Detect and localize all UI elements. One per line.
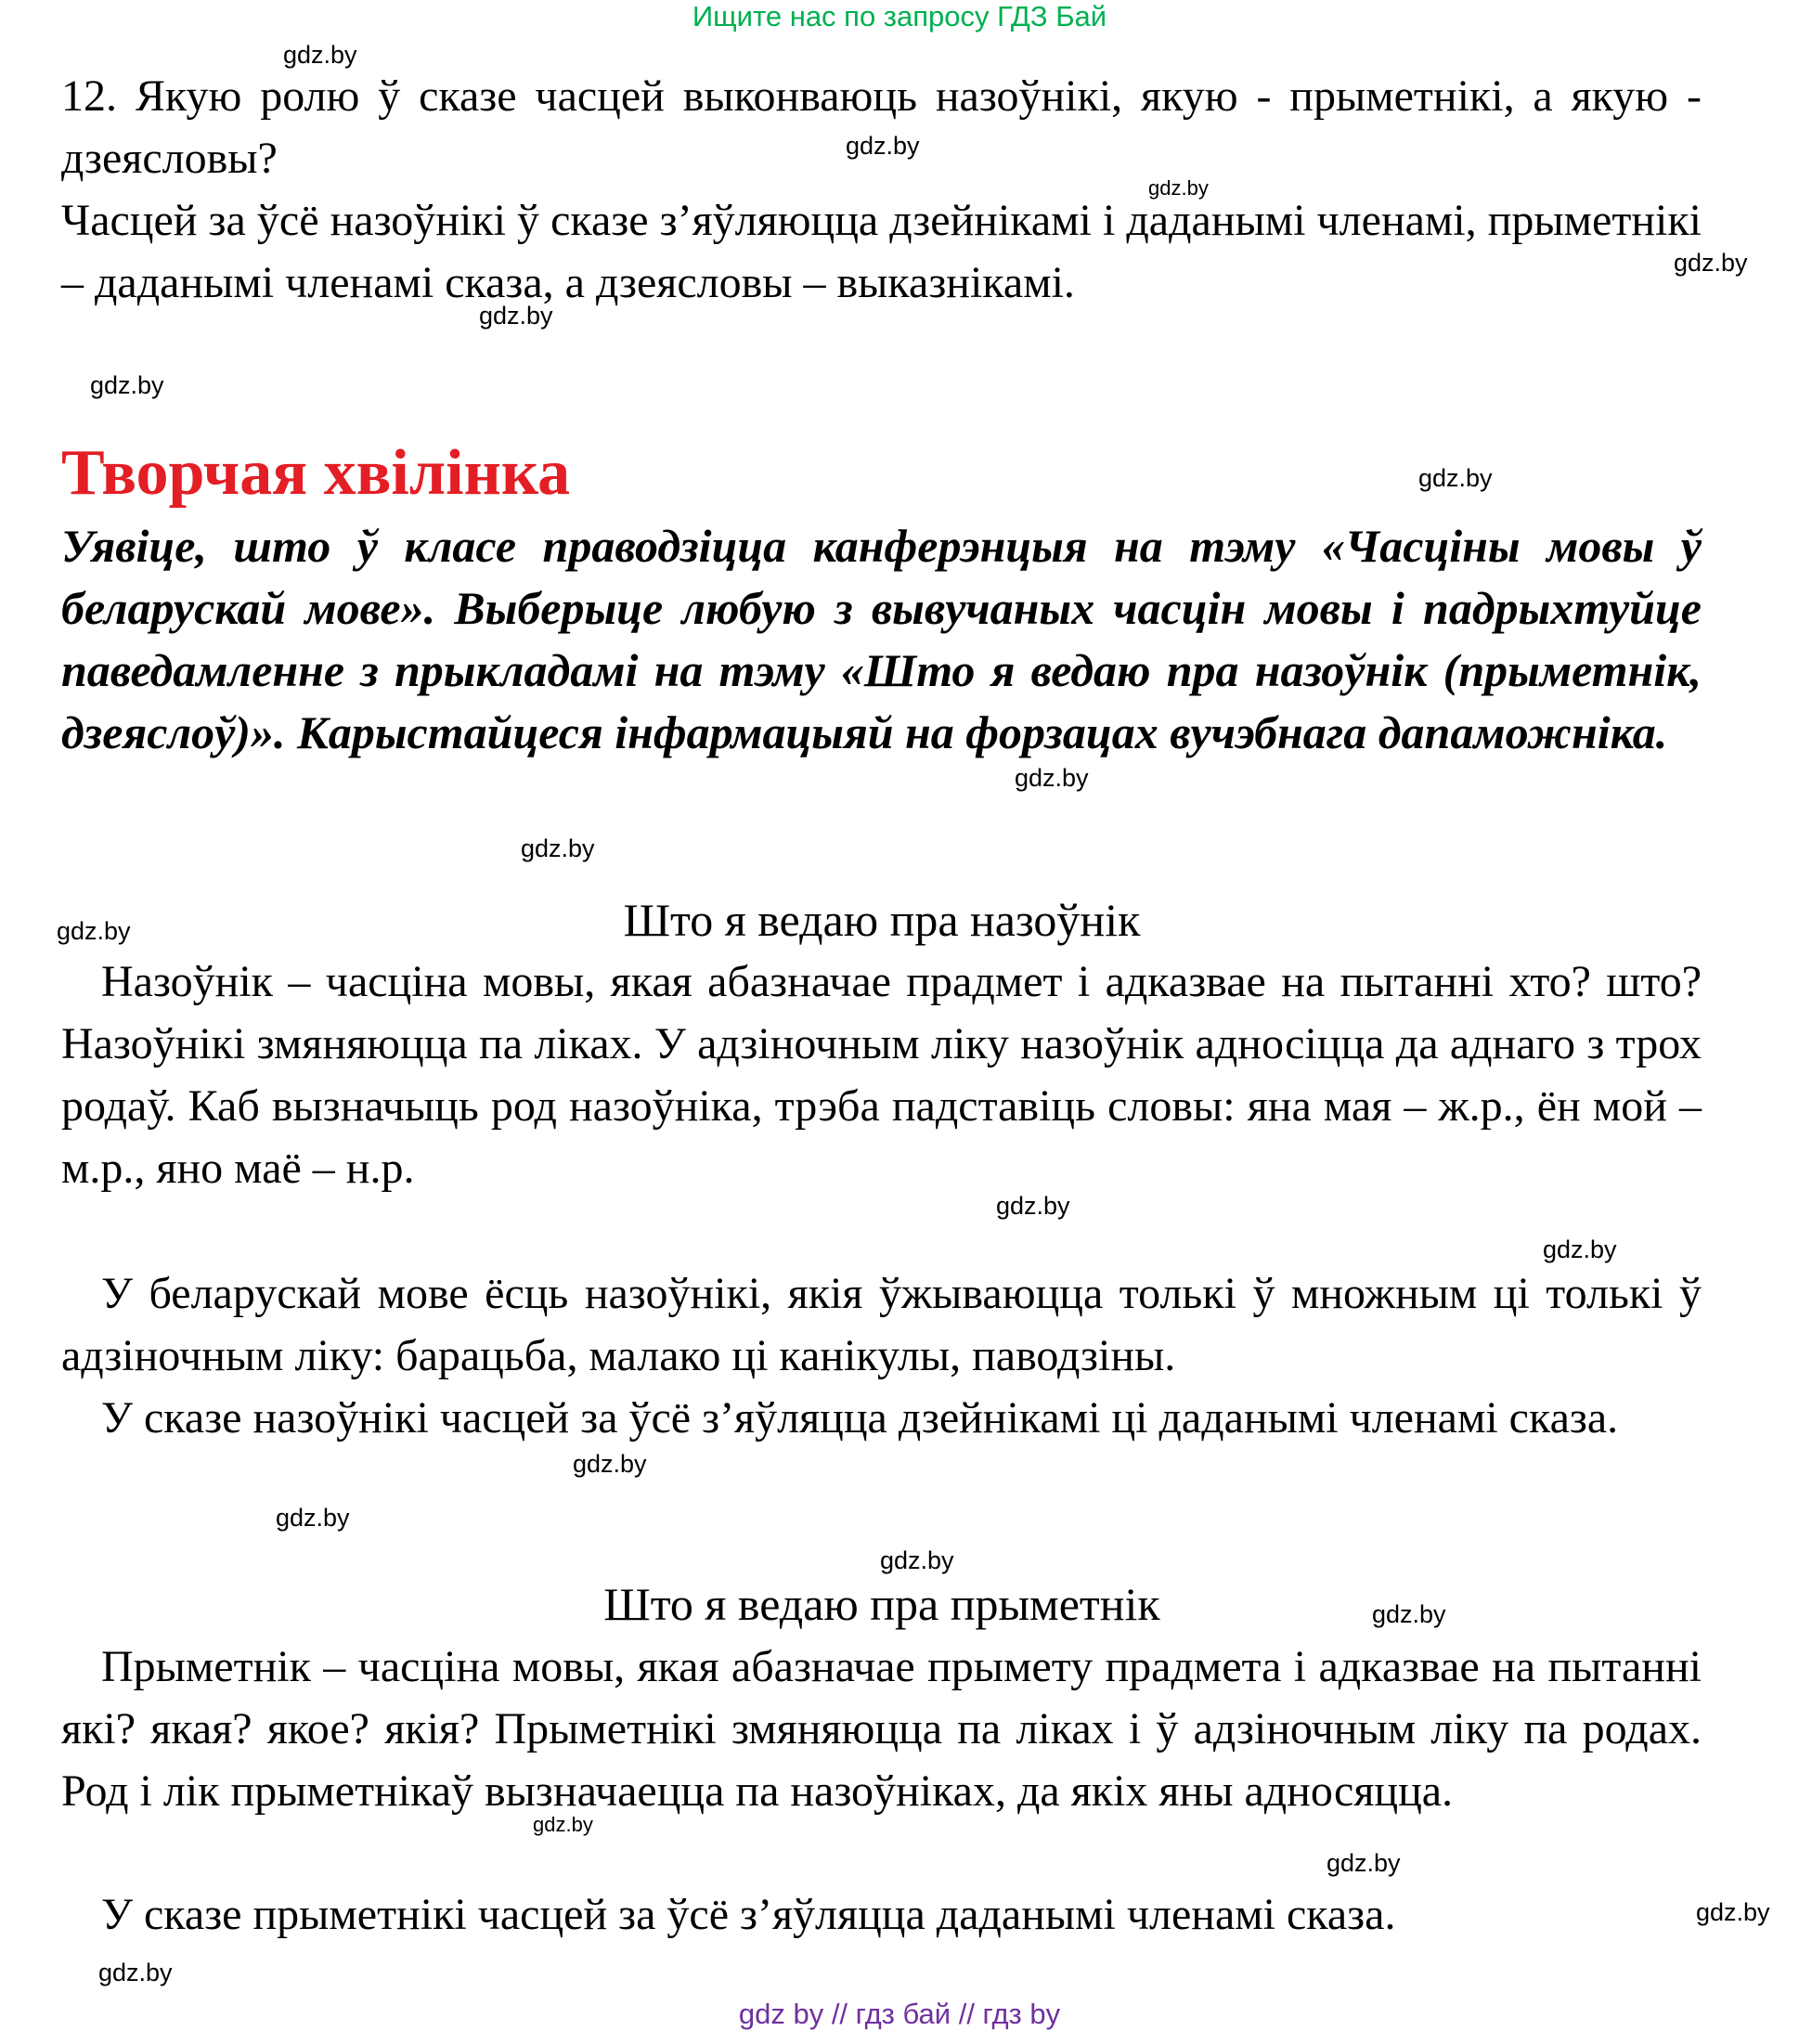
watermark: gdz.by [1543,1235,1617,1263]
watermark: gdz.by [1015,764,1089,792]
watermark: gdz.by [1148,176,1209,200]
noun-paragraph-2: У беларускай мове ёсць назоўнікі, якія ўжываюцца толькі ў множным ці толькі ў адзіночным ліку: барацьба, малако ці канікулы, паводзіны. [61,1269,1702,1380]
noun-heading: Што я ведаю пра назоўнік [623,894,1141,946]
noun-paragraph-1: Назоўнік – часціна мовы, якая абазначае прадмет і адказвае на пытанні хто? што? Назоўнікі змяняюцца па ліках. У адзіночным ліку назоўнік адносіцца да аднаго з трох родаў. Каб вызначыць род назоўніка, трэба падставіць словы: яна мая – ж.р., ён мой – м.р., яно маё – н.р. [61,957,1702,1193]
watermark: gdz.by [1372,1600,1446,1628]
watermark: gdz.by [1418,464,1493,492]
watermark: gdz.by [1674,249,1748,277]
creative-task: Уявіце, што ў класе праводзіцца канферэнцыя на тэму «Часціны мовы ў беларускай мове». Выберыце любую з вывучаных часцін мовы і падрыхтуйце паведамленне з прыкладамі на тэму «Што я ведаю пра назоўнік (прыметнік, дзеяслоў)». Карыстайцеся інфармацыяй на форзацах вучэбнага дапаможніка. [61,520,1702,758]
noun-paragraph-3: У сказе назоўнікі часцей за ўсё з’яўляцца дзейнікамі ці даданымі членамі сказа. [101,1393,1619,1442]
watermark: gdz.by [283,41,357,69]
watermark: gdz.by [846,132,920,160]
watermark: gdz.by [1696,1898,1770,1926]
watermark: gdz.by [479,302,553,330]
watermark: gdz.by [521,834,595,862]
watermark: gdz.by [880,1546,954,1574]
exercise-answer: Часцей за ўсё назоўнікі ў сказе з’яўляюцца дзейнікамі і даданымі членамі, прыметнікі – даданымі членамі сказа, а дзеясловы – выказнікамі. [61,196,1702,307]
header-search-hint[interactable]: Ищите нас по запросу ГДЗ Бай [692,0,1107,32]
adjective-paragraph-1: Прыметнік – часціна мовы, якая абазначае прымету прадмета і адказвае на пытанні які? якая? якое? якія? Прыметнікі змяняюцца па ліках і ў адзіночным ліку па родах. Род і лік прыметнікаў вызначаецца па назоўніках, да якіх яны адносяцца. [61,1642,1702,1816]
watermark: gdz.by [996,1192,1070,1220]
watermark: gdz.by [573,1450,647,1478]
exercise-question: 12. Якую ролю ў сказе часцей выконваюць назоўнікі, якую - прыметнікі, а якую - дзеясловы? [61,71,1702,183]
watermark: gdz.by [1327,1849,1401,1877]
watermark: gdz.by [90,371,164,399]
watermark: gdz.by [533,1813,593,1836]
footer-links[interactable]: gdz by // гдз бай // гдз by [738,1998,1061,2030]
watermark: gdz.by [57,917,131,945]
adjective-paragraph-2: У сказе прыметнікі часцей за ўсё з’яўляцца даданымі членамі сказа. [101,1890,1396,1939]
section-title: Творчая хвілінка [61,437,571,509]
watermark: gdz.by [98,1959,173,1986]
adjective-heading: Што я ведаю пра прыметнік [603,1578,1160,1630]
watermark: gdz.by [276,1504,350,1532]
